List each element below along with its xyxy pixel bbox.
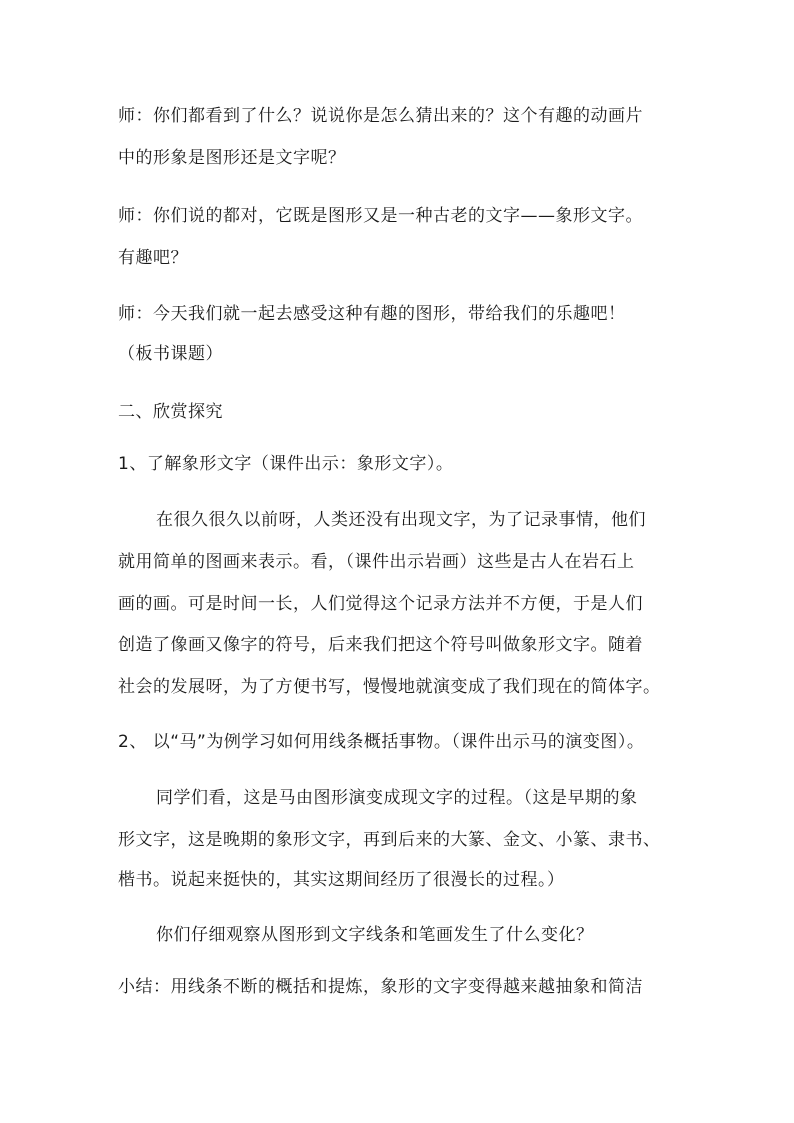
observation-question: 你们仔细观察从图形到文字线条和笔画发生了什么变化？ <box>156 925 594 945</box>
paragraph-2-line-2: 形文字，这是晚期的象形文字，再到后来的大篆、金文、小篆、隶书、 <box>118 830 661 850</box>
section-heading: 二、欣赏探究 <box>118 402 223 422</box>
paragraph-1-line-2: 就用简单的图画来表示。看，（课件出示岩画）这些是古人在岩石上 <box>118 552 635 572</box>
paragraph-1-line-3: 画的画。可是时间一长，人们觉得这个记录方法并不方便，于是人们 <box>118 594 643 614</box>
teacher-line-answer-cont: 有趣吧？ <box>118 248 188 268</box>
teacher-line-intro: 师：今天我们就一起去感受这种有趣的图形，带给我们的乐趣吧！ <box>118 304 626 324</box>
paragraph-2-line-1: 同学们看，这是马由图形演变成现文字的过程。（这是早期的象 <box>156 788 638 808</box>
teacher-line-answer: 师：你们说的都对，它既是图形又是一种古老的文字——象形文字。 <box>118 206 643 226</box>
step-2-heading: 2、 以“马”为例学习如何用线条概括事物。（课件出示马的演变图）。 <box>118 732 645 752</box>
teacher-line-question: 师：你们都看到了什么？说说你是怎么猜出来的？这个有趣的动画片 <box>118 106 643 126</box>
paragraph-1-line-1: 在很久很久以前呀，人类还没有出现文字，为了记录事情，他们 <box>156 510 646 530</box>
board-title-note: （板书课题） <box>118 344 223 364</box>
paragraph-1-line-5: 社会的发展呀，为了方便书写，慢慢地就演变成了我们现在的简体字。 <box>118 677 661 697</box>
paragraph-1-line-4: 创造了像画又像字的符号，后来我们把这个符号叫做象形文字。随着 <box>118 635 643 655</box>
paragraph-2-line-3: 楷书。说起来挺快的，其实这期间经历了很漫长的过程。） <box>118 870 565 890</box>
teacher-line-question-cont: 中的形象是图形还是文字呢？ <box>118 148 346 168</box>
step-1-heading: 1、了解象形文字（课件出示：象形文字）。 <box>118 454 454 474</box>
summary-line: 小结：用线条不断的概括和提炼，象形的文字变得越来越抽象和简洁 <box>118 977 643 997</box>
